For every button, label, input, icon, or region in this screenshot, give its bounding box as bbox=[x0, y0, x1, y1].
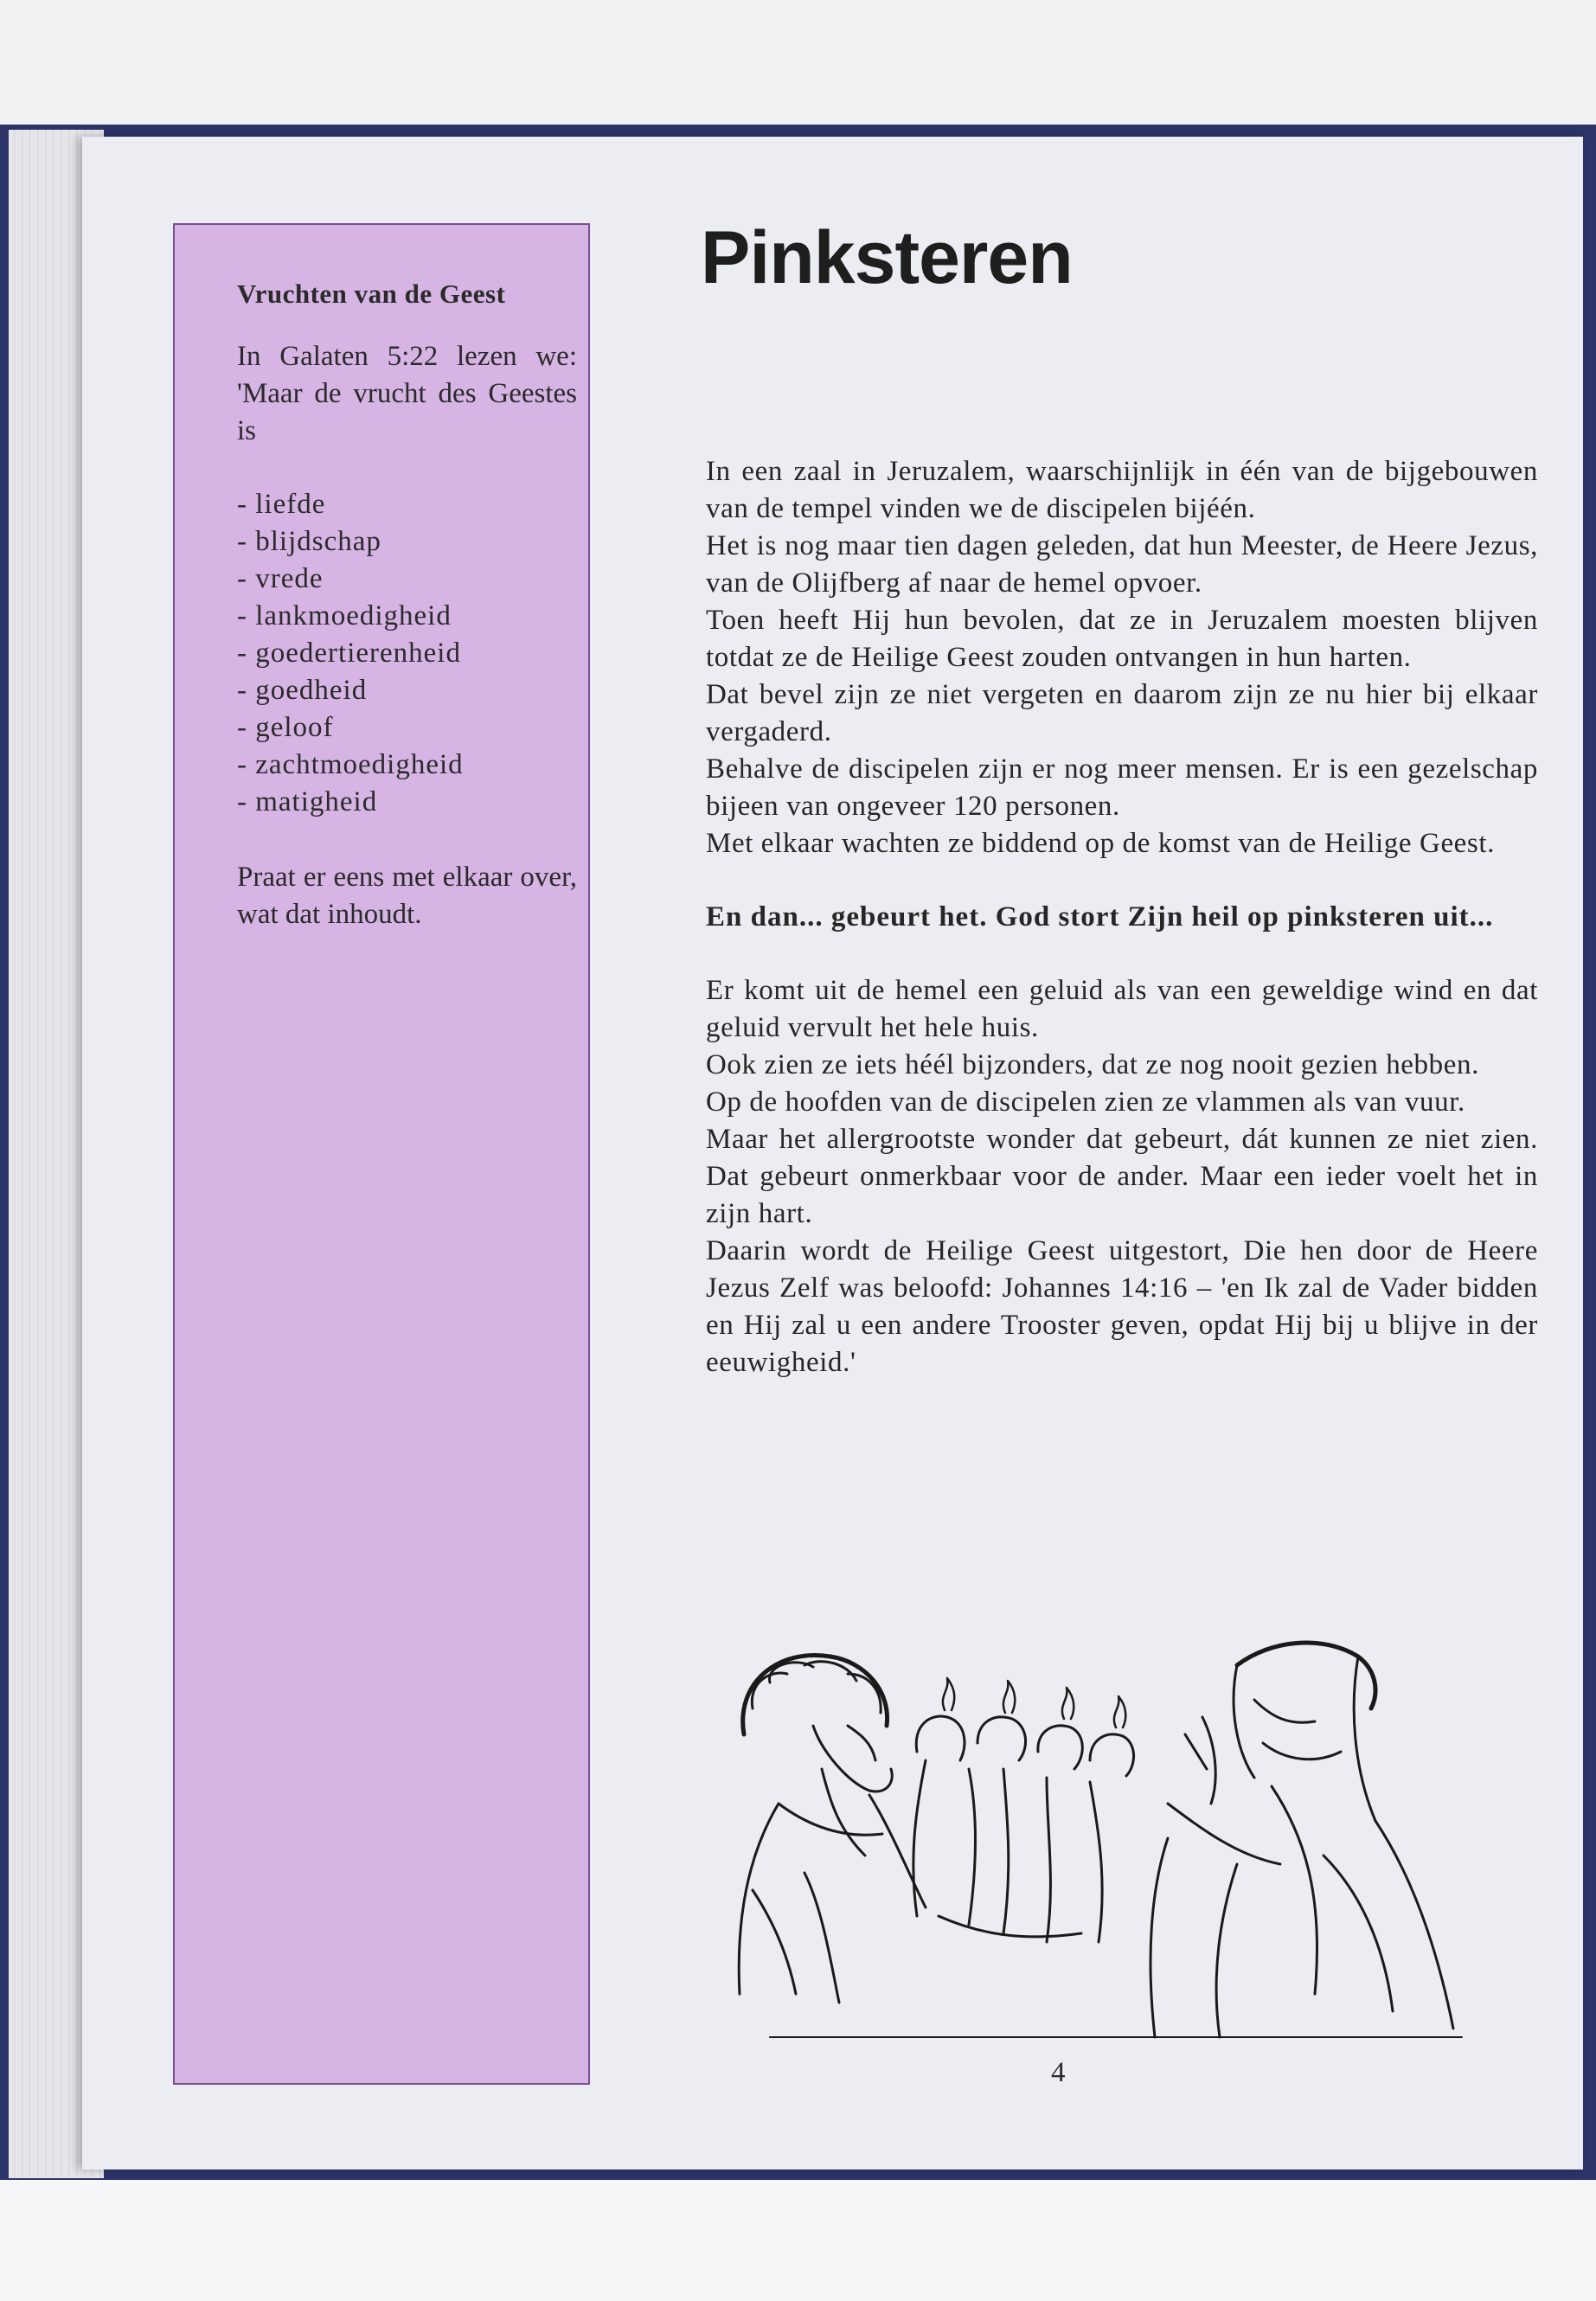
paragraph: Maar het allergrootste wonder dat gebeurt, dát kunnen ze niet zien. Dat gebeurt onmerkbaar voor de ander. Maar een ieder voelt het in zijn hart. bbox=[706, 1124, 1538, 1229]
list-item: - goedheid bbox=[237, 675, 368, 706]
paragraph: Daarin wordt de Heilige Geest uitgestort, Die hen door de Heere Jezus Zelf was beloofd: Johannes 14:16 – 'en Ik zal de Vader bidden en Hij zal u een andere Trooster geven, opdat Hij bij u blijve in der eeuwigheid.' bbox=[706, 1235, 1538, 1378]
paragraph: In een zaal in Jeruzalem, waarschijnlijk in één van de bijgebouwen van de tempel vinden we de discipelen bijéén. bbox=[706, 456, 1538, 524]
paragraph: Dat bevel zijn ze niet vergeten en daarom zijn ze nu hier bij elkaar vergaderd. bbox=[706, 679, 1538, 747]
sidebar-heading: Vruchten van de Geest bbox=[237, 279, 506, 309]
scan-bottom-margin bbox=[0, 2180, 1596, 2301]
pentecost-illustration bbox=[718, 1631, 1497, 2046]
paragraph: Het is nog maar tien dagen geleden, dat hun Meester, de Heere Jezus, van de Olijfberg af naar de hemel opvoer. bbox=[706, 530, 1538, 599]
left-disciple-figure bbox=[739, 1655, 926, 2003]
fruit-list bbox=[237, 486, 577, 821]
paragraph: Met elkaar wachten ze biddend op de komst van de Heilige Geest. bbox=[706, 828, 1495, 859]
page-number: 4 bbox=[1051, 2057, 1066, 2088]
list-item: - blijdschap bbox=[237, 526, 381, 557]
article-body bbox=[706, 453, 1538, 1381]
disciples-group bbox=[913, 1716, 1134, 1942]
paragraph: Op de hoofden van de discipelen zien ze vlammen als van vuur. bbox=[706, 1086, 1465, 1118]
page-title: Pinksteren bbox=[701, 216, 1073, 299]
list-item: - vrede bbox=[237, 563, 324, 594]
fruits-of-the-spirit-box bbox=[173, 223, 590, 2085]
sidebar-closing: Praat er eens met elkaar over, wat dat inhoudt. bbox=[237, 862, 577, 930]
scan-top-margin bbox=[0, 0, 1596, 128]
list-item: - goedertierenheid bbox=[237, 638, 461, 669]
paragraph: Er komt uit de hemel een geluid als van een geweldige wind en dat geluid vervult het hele huis. bbox=[706, 975, 1538, 1043]
sidebar-intro: In Galaten 5:22 lezen we: 'Maar de vrucht des Geestes is bbox=[237, 341, 577, 446]
paragraph: Ook zien ze iets héél bijzonders, dat ze nog nooit gezien hebben. bbox=[706, 1049, 1479, 1080]
paragraph: Toen heeft Hij hun bevolen, dat ze in Jeruzalem moesten blijven totdat ze de Heilige Geest zouden ontvangen in hun harten. bbox=[706, 605, 1538, 673]
list-item: - lankmoedigheid bbox=[237, 600, 452, 631]
list-item: - liefde bbox=[237, 489, 326, 520]
list-item: - zachtmoedigheid bbox=[237, 749, 464, 780]
paragraph: Behalve de discipelen zijn er nog meer mensen. Er is een gezelschap bijeen van ongeveer 120 personen. bbox=[706, 753, 1538, 822]
list-item: - matigheid bbox=[237, 786, 378, 817]
article-subheading: En dan... gebeurt het. God stort Zijn heil op pinksteren uit... bbox=[706, 901, 1494, 933]
right-figure-with-headcloth bbox=[1151, 1643, 1453, 2037]
flames bbox=[943, 1678, 1125, 1727]
list-item: - geloof bbox=[237, 712, 334, 743]
